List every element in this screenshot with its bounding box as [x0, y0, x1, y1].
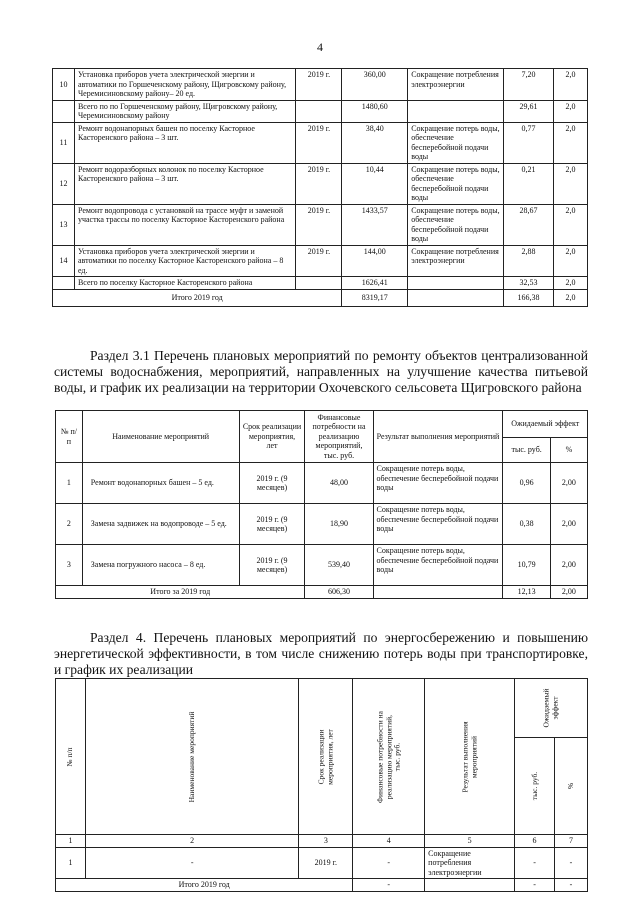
water-supply-table-body	[56, 463, 588, 599]
row-rub: 0,38	[503, 504, 550, 545]
row-number	[53, 277, 75, 290]
header-term: Срок реализации мероприятия, лет	[239, 411, 305, 463]
total-sum: 606,30	[305, 586, 373, 599]
row-term: 2019 г.	[296, 69, 342, 101]
row-sum: 48,00	[305, 463, 373, 504]
total-sum: 8319,17	[342, 289, 408, 306]
row-number: 1	[56, 463, 83, 504]
row-name: Ремонт водопровода с установкой на трассе муфт и заменой участка трассы по поселку Касторное Касторенского района	[74, 204, 295, 245]
row-number: 3	[56, 545, 83, 586]
row-term: 2019 г. (9 месяцев)	[239, 504, 305, 545]
col-num: 6	[515, 835, 555, 848]
row-term: 2019 г.	[296, 163, 342, 204]
row-term: 2019 г.	[299, 847, 353, 879]
row-result	[408, 100, 504, 122]
total-empty	[425, 879, 515, 892]
row-pct: 2,0	[554, 204, 588, 245]
total-rub: -	[515, 879, 555, 892]
row-result: Сокращение потерь воды, обеспечение бесперебойной подачи воды	[373, 463, 503, 504]
total-empty	[408, 289, 504, 306]
row-result	[408, 277, 504, 290]
row-result: Сокращение потерь воды, обеспечение бесперебойной подачи воды	[408, 122, 504, 163]
row-name: Установка приборов учета электрической энергии и автоматики по Горшеченскому району, Щигровскому району, Черемисиновскому району– 20 ед.	[74, 69, 295, 101]
row-number: 12	[53, 163, 75, 204]
total-pct: -	[555, 879, 588, 892]
col-num: 1	[56, 835, 86, 848]
row-sum: 539,40	[305, 545, 373, 586]
row-number: 14	[53, 245, 75, 277]
section-4-heading: Раздел 4. Перечень плановых мероприятий по энергосбережению и повышению энергетической эффективности, в том числе снижению потерь воды при транспортировке, и график их реализации	[54, 630, 588, 677]
row-rub: 0,77	[504, 122, 554, 163]
row-name: Всего по поселку Касторное Касторенского района	[74, 277, 295, 290]
row-number: 11	[53, 122, 75, 163]
row-sum: 360,00	[342, 69, 408, 101]
row-pct: 2,00	[550, 463, 587, 504]
row-name: Ремонт водонапорных башен по поселку Касторное Касторенского района – 3 шт.	[74, 122, 295, 163]
col-num: 2	[85, 835, 298, 848]
total-row	[56, 586, 588, 599]
continuation-table	[52, 68, 588, 307]
row-result: Сокращение потребления электроэнергии	[408, 69, 504, 101]
row-rub: 32,53	[504, 277, 554, 290]
total-rub: 166,38	[504, 289, 554, 306]
continuation-table-body	[53, 69, 588, 307]
row-result: Сокращение потребления электроэнергии	[425, 847, 515, 879]
total-row	[56, 879, 588, 892]
table-row	[53, 69, 588, 101]
row-rub: 0,21	[504, 163, 554, 204]
table-row	[53, 100, 588, 122]
row-pct: 2,0	[554, 277, 588, 290]
row-sum: 10,44	[342, 163, 408, 204]
row-rub: 7,20	[504, 69, 554, 101]
row-pct: 2,0	[554, 245, 588, 277]
energy-saving-table	[55, 678, 588, 892]
row-name: Замена задвижек на водопроводе – 5 ед.	[82, 504, 239, 545]
table-row	[53, 204, 588, 245]
header-rub: тыс. руб.	[503, 438, 550, 463]
col-num: 4	[353, 835, 425, 848]
total-sum: -	[353, 879, 425, 892]
row-term: 2019 г.	[296, 204, 342, 245]
water-supply-table	[55, 410, 588, 599]
table-row	[53, 163, 588, 204]
col-num: 3	[299, 835, 353, 848]
row-number: 1	[56, 847, 86, 879]
row-name: Ремонт водонапорных башен – 5 ед.	[82, 463, 239, 504]
col-num: 5	[425, 835, 515, 848]
header-financing: Финансовые потребности на реализацию мероприятий, тыс. руб.	[305, 411, 373, 463]
total-pct: 2,00	[550, 586, 587, 599]
table-row	[56, 847, 588, 879]
row-pct: 2,0	[554, 122, 588, 163]
page-number: 4	[317, 40, 323, 54]
row-pct: 2,00	[550, 545, 587, 586]
total-rub: 12,13	[503, 586, 550, 599]
row-term	[296, 100, 342, 122]
section-3-1-heading: Раздел 3.1 Перечень плановых мероприятий по ремонту объектов централизованной системы водоснабжения, мероприятий, направленных на улучшение качества питьевой воды, и график их реализации на территории Охочевского сельсовета Щигровского района	[54, 348, 588, 395]
row-term	[296, 277, 342, 290]
header-number: № п/п	[56, 411, 83, 463]
row-sum: -	[353, 847, 425, 879]
table-row	[56, 545, 588, 586]
row-result: Сокращение потерь воды, обеспечение бесперебойной подачи воды	[408, 163, 504, 204]
header-result: Результат выполнения мероприятий	[425, 679, 515, 835]
row-sum: 38,40	[342, 122, 408, 163]
table-row	[56, 463, 588, 504]
total-label: Итого 2019 год	[56, 879, 353, 892]
row-sum: 1433,57	[342, 204, 408, 245]
row-pct: 2,00	[550, 504, 587, 545]
table-row	[53, 277, 588, 290]
row-pct: 2,0	[554, 163, 588, 204]
row-name: Замена погружного насоса – 8 ед.	[82, 545, 239, 586]
header-effect: Ожидаемый эффект	[515, 679, 588, 738]
header-financing: Финансовые потребности на реализацию мероприятий, тыс. руб.	[353, 679, 425, 835]
header-name: Наименование мероприятий	[82, 411, 239, 463]
row-sum: 18,90	[305, 504, 373, 545]
header-pct: %	[550, 438, 587, 463]
row-name: Ремонт водоразборных колонок по поселку Касторное Касторенского района – 3 шт.	[74, 163, 295, 204]
header-effect: Ожидаемый эффект	[503, 411, 588, 438]
total-label: Итого 2019 год	[53, 289, 342, 306]
row-term: 2019 г.	[296, 245, 342, 277]
row-sum: 1626,41	[342, 277, 408, 290]
row-sum: 144,00	[342, 245, 408, 277]
table-row	[56, 504, 588, 545]
row-result: Сокращение потерь воды, обеспечение бесперебойной подачи воды	[373, 545, 503, 586]
row-rub: 29,61	[504, 100, 554, 122]
row-name: Установка приборов учета электрической энергии и автоматики по поселку Касторное Касторенского района – 8 ед.	[74, 245, 295, 277]
col-num: 7	[555, 835, 588, 848]
row-rub: 0,96	[503, 463, 550, 504]
header-number: № п/п	[56, 679, 86, 835]
row-result: Сокращение потребления электроэнергии	[408, 245, 504, 277]
header-result: Результат выполнения мероприятий	[373, 411, 503, 463]
column-number-row	[56, 835, 588, 848]
row-term: 2019 г.	[296, 122, 342, 163]
row-sum: 1480,60	[342, 100, 408, 122]
row-result: Сокращение потерь воды, обеспечение бесперебойной подачи воды	[373, 504, 503, 545]
row-number: 13	[53, 204, 75, 245]
row-pct: -	[555, 847, 588, 879]
row-number: 2	[56, 504, 83, 545]
row-result: Сокращение потерь воды, обеспечение бесперебойной подачи воды	[408, 204, 504, 245]
header-name: Наименование мероприятий	[85, 679, 298, 835]
row-number	[53, 100, 75, 122]
row-rub: 10,79	[503, 545, 550, 586]
row-rub: 2,88	[504, 245, 554, 277]
header-term: Срок реализации мероприятия, лет	[299, 679, 353, 835]
total-row	[53, 289, 588, 306]
table-row	[53, 245, 588, 277]
row-term: 2019 г. (9 месяцев)	[239, 545, 305, 586]
row-number: 10	[53, 69, 75, 101]
table-row	[53, 122, 588, 163]
row-rub: -	[515, 847, 555, 879]
total-label: Итого за 2019 год	[56, 586, 305, 599]
total-pct: 2,0	[554, 289, 588, 306]
header-pct: %	[555, 738, 588, 835]
row-term: 2019 г. (9 месяцев)	[239, 463, 305, 504]
row-name: Всего по по Горшеченскому району, Щигровскому району, Черемисиновскому району	[74, 100, 295, 122]
total-empty	[373, 586, 503, 599]
row-pct: 2,0	[554, 100, 588, 122]
row-rub: 28,67	[504, 204, 554, 245]
header-rub: тыс. руб.	[515, 738, 555, 835]
row-name: -	[85, 847, 298, 879]
row-pct: 2,0	[554, 69, 588, 101]
